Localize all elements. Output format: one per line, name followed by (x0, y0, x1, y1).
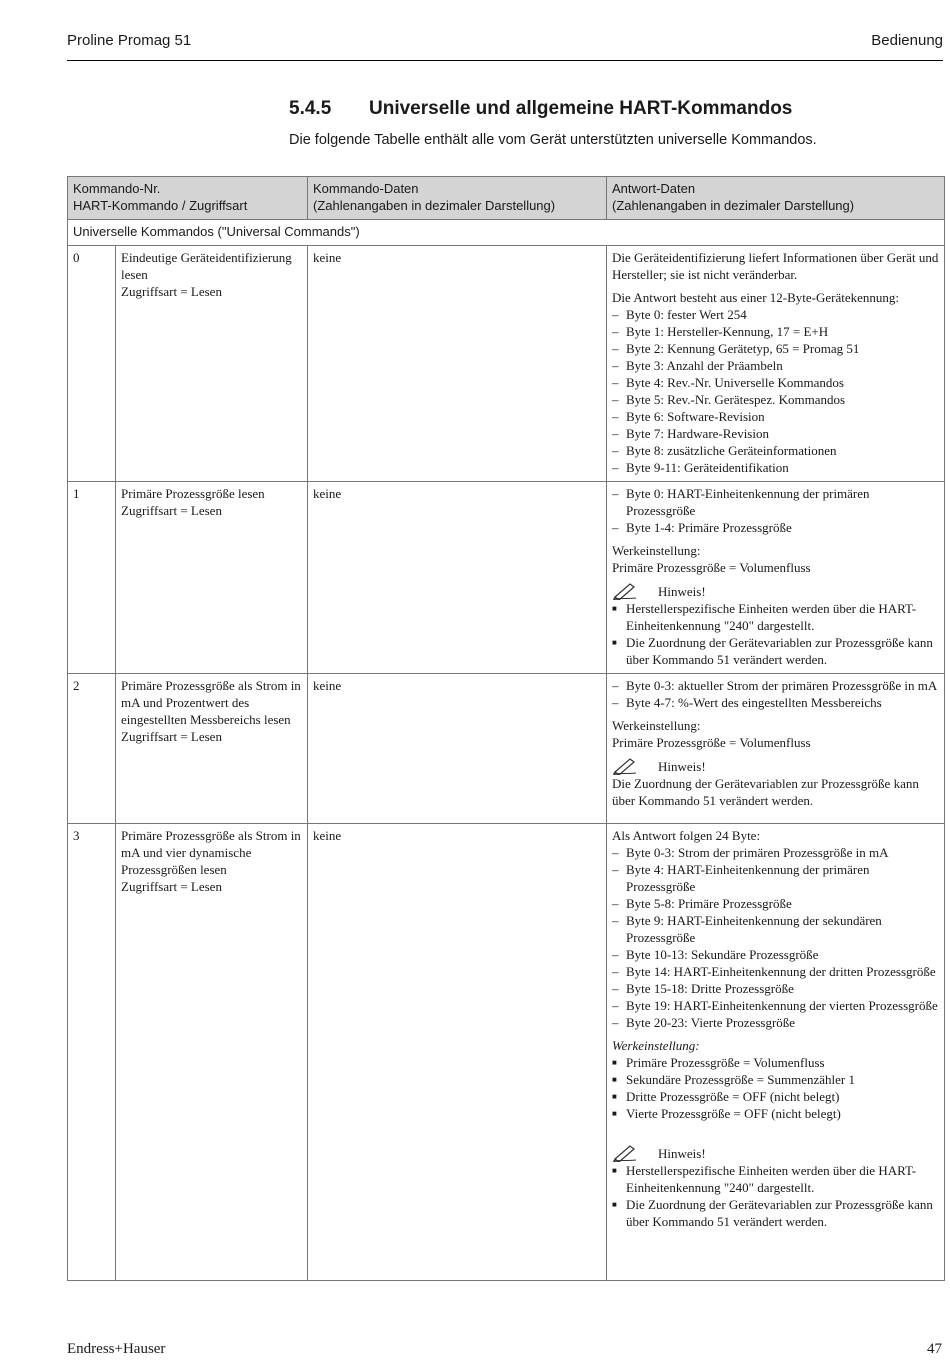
command-text: Primäre Prozessgröße als Strom in mA und vier dynamische Prozessgrößen lesen (121, 828, 301, 877)
default-label: Werkeinstellung: (612, 543, 701, 558)
header-command-data (308, 177, 607, 220)
default-list (612, 1054, 939, 1122)
header-command (68, 177, 308, 220)
group-label: Universelle Kommandos ("Universal Commands") (68, 220, 945, 246)
table-row (68, 246, 945, 482)
list-item: – Byte 1-4: Primäre Prozessgröße (612, 519, 939, 536)
list-item: ■ Primäre Prozessgröße = Volumenfluss (612, 1054, 939, 1071)
command-text: Primäre Prozessgröße lesen (121, 486, 265, 501)
page-number: 47 (927, 1341, 942, 1357)
list-item: – Byte 5: Rev.-Nr. Gerätespez. Kommandos (612, 391, 939, 408)
access-type: Zugriffsart = Lesen (121, 284, 222, 299)
header-answer-line1: Antwort-Daten (612, 181, 696, 196)
byte-list (612, 306, 939, 476)
list-item: – Byte 0: HART-Einheitenkennung der primären Prozessgröße (612, 485, 939, 519)
byte-list (612, 677, 939, 711)
list-item: ■ Herstellerspezifische Einheiten werden über die HART-Einheitenkennung "240" dargestellt. (612, 600, 939, 634)
list-item: – Byte 6: Software-Revision (612, 408, 939, 425)
note-list (612, 1162, 939, 1230)
note-heading (612, 757, 939, 775)
command-description (116, 482, 308, 674)
footer-company: Endress+Hauser (67, 1341, 166, 1357)
group-row (68, 220, 945, 246)
header-data-line2: (Zahlenangaben in dezimaler Darstellung) (313, 198, 556, 213)
list-item: – Byte 1: Hersteller-Kennung, 17 = E+H (612, 323, 939, 340)
answer-data (607, 246, 945, 482)
default-label: Werkeinstellung: (612, 718, 701, 733)
command-description (116, 674, 308, 824)
list-item: ■ Sekundäre Prozessgröße = Summenzähler 1 (612, 1071, 939, 1088)
command-description (116, 246, 308, 482)
list-item: – Byte 15-18: Dritte Prozessgröße (612, 980, 939, 997)
answer-data (607, 824, 945, 1281)
pencil-note-icon (612, 1144, 638, 1162)
pencil-note-icon (612, 582, 638, 600)
command-number: 2 (68, 674, 116, 824)
section-heading: Universelle und allgemeine HART-Kommandos (369, 98, 793, 119)
table-header-row (68, 177, 945, 220)
list-item: – Byte 2: Kennung Gerätetyp, 65 = Promag 51 (612, 340, 939, 357)
list-item: – Byte 0-3: aktueller Strom der primären Prozessgröße in mA (612, 677, 939, 694)
command-number: 0 (68, 246, 116, 482)
answer-intro-2: Die Antwort besteht aus einer 12-Byte-Gerätekennung: (612, 290, 900, 305)
list-item: – Byte 9-11: Geräteidentifikation (612, 459, 939, 476)
table-row (68, 824, 945, 1281)
list-item: – Byte 10-13: Sekundäre Prozessgröße (612, 946, 939, 963)
list-item: ■ Die Zuordnung der Gerätevariablen zur Prozessgröße kann über Kommando 51 verändert werden. (612, 634, 939, 668)
note-label: Hinweis! (658, 1146, 706, 1161)
command-number: 1 (68, 482, 116, 674)
note-label: Hinweis! (658, 759, 706, 774)
command-data: keine (308, 246, 607, 482)
command-text: Eindeutige Geräteidentifizierung lesen (121, 250, 292, 282)
command-data: keine (308, 674, 607, 824)
byte-list (612, 485, 939, 536)
list-item: ■ Dritte Prozessgröße = OFF (nicht belegt) (612, 1088, 939, 1105)
hart-commands-table (67, 176, 945, 1281)
command-data: keine (308, 482, 607, 674)
command-text: Primäre Prozessgröße als Strom in mA und Prozentwert des eingestellten Messbereichs lesen (121, 678, 301, 727)
note-heading (612, 1144, 939, 1162)
table-row (68, 674, 945, 824)
list-item: – Byte 4: Rev.-Nr. Universelle Kommandos (612, 374, 939, 391)
list-item: ■ Herstellerspezifische Einheiten werden über die HART-Einheitenkennung "240" dargestellt. (612, 1162, 939, 1196)
default-value: Primäre Prozessgröße = Volumenfluss (612, 735, 811, 750)
answer-intro: Die Geräteidentifizierung liefert Informationen über Gerät und Hersteller; sie ist nicht veränderbar. (612, 250, 939, 282)
section-intro: Die folgende Tabelle enthält alle vom Gerät unterstützten universelle Kommandos. (289, 132, 817, 148)
list-item: – Byte 0: fester Wert 254 (612, 306, 939, 323)
header-answer-data (607, 177, 945, 220)
default-value: Primäre Prozessgröße = Volumenfluss (612, 560, 811, 575)
list-item: – Byte 7: Hardware-Revision (612, 425, 939, 442)
answer-intro: Als Antwort folgen 24 Byte: (612, 828, 761, 843)
header-command-line1: Kommando-Nr. (73, 181, 161, 196)
header-chapter: Bedienung (871, 32, 943, 49)
list-item: – Byte 8: zusätzliche Geräteinformationen (612, 442, 939, 459)
note-list (612, 600, 939, 668)
answer-data (607, 674, 945, 824)
section-number: 5.4.5 (289, 98, 332, 119)
note-heading (612, 582, 939, 600)
list-item: – Byte 4: HART-Einheitenkennung der primären Prozessgröße (612, 861, 939, 895)
command-description (116, 824, 308, 1281)
access-type: Zugriffsart = Lesen (121, 503, 222, 518)
list-item: – Byte 5-8: Primäre Prozessgröße (612, 895, 939, 912)
list-item: – Byte 19: HART-Einheitenkennung der vierten Prozessgröße (612, 997, 939, 1014)
byte-list (612, 844, 939, 1031)
list-item: – Byte 0-3: Strom der primären Prozessgröße in mA (612, 844, 939, 861)
access-type: Zugriffsart = Lesen (121, 879, 222, 894)
list-item: – Byte 3: Anzahl der Präambeln (612, 357, 939, 374)
page-header (67, 32, 943, 61)
answer-data (607, 482, 945, 674)
header-command-line2: HART-Kommando / Zugriffsart (73, 198, 248, 213)
note-label: Hinweis! (658, 584, 706, 599)
list-item: ■ Die Zuordnung der Gerätevariablen zur Prozessgröße kann über Kommando 51 verändert werden. (612, 1196, 939, 1230)
section-title (289, 98, 792, 120)
list-item: – Byte 20-23: Vierte Prozessgröße (612, 1014, 939, 1031)
pencil-note-icon (612, 757, 638, 775)
list-item: – Byte 9: HART-Einheitenkennung der sekundären Prozessgröße (612, 912, 939, 946)
default-label: Werkeinstellung: (612, 1038, 700, 1053)
header-product: Proline Promag 51 (67, 32, 192, 49)
header-answer-line2: (Zahlenangaben in dezimaler Darstellung) (612, 198, 855, 213)
list-item: – Byte 4-7: %-Wert des eingestellten Messbereichs (612, 694, 939, 711)
list-item: – Byte 14: HART-Einheitenkennung der dritten Prozessgröße (612, 963, 939, 980)
header-data-line1: Kommando-Daten (313, 181, 419, 196)
note-text: Die Zuordnung der Gerätevariablen zur Prozessgröße kann über Kommando 51 verändert werden. (612, 776, 919, 808)
list-item: ■ Vierte Prozessgröße = OFF (nicht belegt) (612, 1105, 939, 1122)
table-row (68, 482, 945, 674)
command-data: keine (308, 824, 607, 1281)
access-type: Zugriffsart = Lesen (121, 729, 222, 744)
command-number: 3 (68, 824, 116, 1281)
